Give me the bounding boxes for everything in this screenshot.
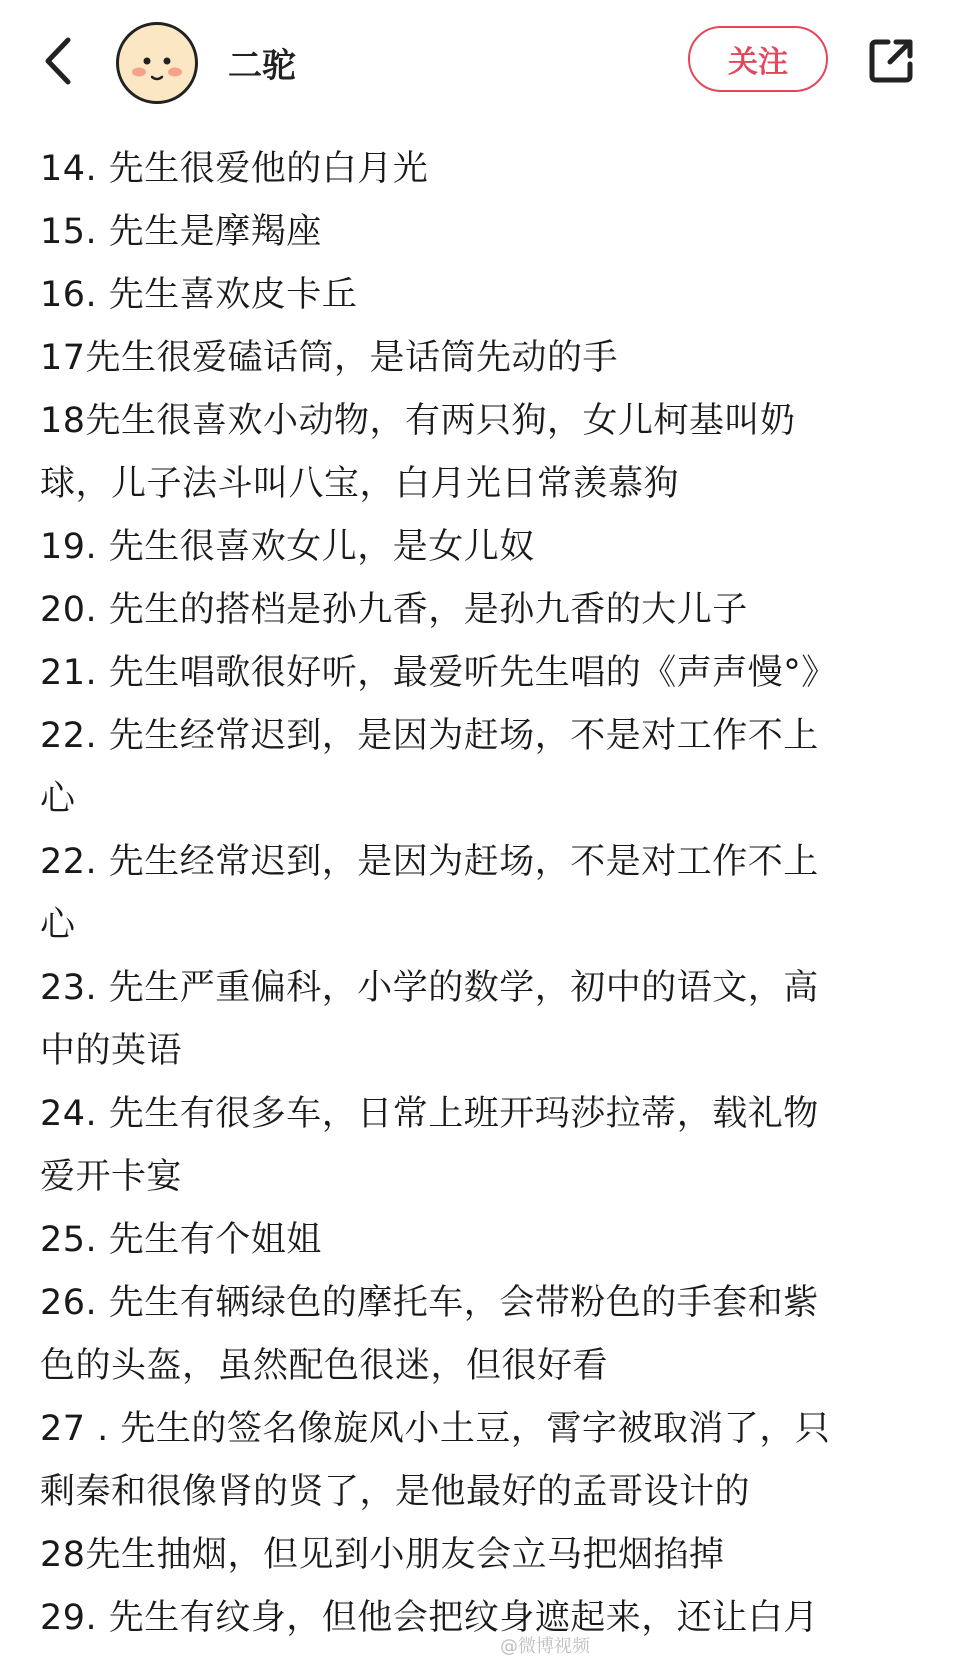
text-line: 18先生很喜欢小动物，有两只狗，女儿柯基叫奶 xyxy=(40,401,796,441)
text-line: 20. 先生的搭档是孙九香，是孙九香的大儿子 xyxy=(40,590,748,630)
text-line: 25. 先生有个姐姐 xyxy=(40,1220,322,1260)
follow-button[interactable]: 关注 xyxy=(688,26,828,92)
share-external-icon xyxy=(866,34,918,86)
text-line: 19. 先生很喜欢女儿，是女儿奴 xyxy=(40,527,535,567)
text-line: 14. 先生很爱他的白月光 xyxy=(40,149,429,189)
text-line: 16. 先生喜欢皮卡丘 xyxy=(40,275,358,315)
text-line: 26. 先生有辆绿色的摩托车，会带粉色的手套和紫 xyxy=(40,1283,819,1323)
back-button[interactable] xyxy=(38,34,82,88)
text-line: 22. 先生经常迟到，是因为赶场，不是对工作不上 xyxy=(40,716,819,756)
text-line: 17先生很爱磕话筒，是话筒先动的手 xyxy=(40,338,619,378)
text-line: 色的头盔，虽然配色很迷，但很好看 xyxy=(40,1346,609,1386)
share-button[interactable] xyxy=(866,34,918,86)
avatar[interactable] xyxy=(116,22,198,104)
text-line: 15. 先生是摩羯座 xyxy=(40,212,322,252)
top-bar xyxy=(0,0,960,130)
text-line: 28先生抽烟，但见到小朋友会立马把烟掐掉 xyxy=(40,1535,725,1575)
text-line: 心 xyxy=(40,905,76,945)
cartoon-face-icon xyxy=(119,25,195,101)
post-body xyxy=(40,138,920,1650)
text-line: 23. 先生严重偏科，小学的数学，初中的语文，高 xyxy=(40,968,819,1008)
text-line: 中的英语 xyxy=(40,1031,183,1071)
text-line: 球，儿子法斗叫八宝，白月光日常羡慕狗 xyxy=(40,464,680,504)
watermark: @微博视频 xyxy=(500,1636,590,1657)
text-line: 29. 先生有纹身，但他会把纹身遮起来，还让白月 xyxy=(40,1598,819,1638)
text-line: 剩秦和很像肾的贤了，是他最好的孟哥设计的 xyxy=(40,1472,751,1512)
text-line: 22. 先生经常迟到，是因为赶场，不是对工作不上 xyxy=(40,842,819,882)
text-line: 21. 先生唱歌很好听，最爱听先生唱的《声声慢°》 xyxy=(40,653,837,693)
chevron-left-icon xyxy=(38,34,82,88)
author-name[interactable]: 二驼 xyxy=(228,46,296,86)
text-line: 爱开卡宴 xyxy=(40,1157,183,1197)
text-line: 心 xyxy=(40,779,76,819)
text-line: 27 . 先生的签名像旋风小土豆，霄字被取消了，只 xyxy=(40,1409,831,1449)
text-line: 24. 先生有很多车，日常上班开玛莎拉蒂，载礼物 xyxy=(40,1094,819,1134)
